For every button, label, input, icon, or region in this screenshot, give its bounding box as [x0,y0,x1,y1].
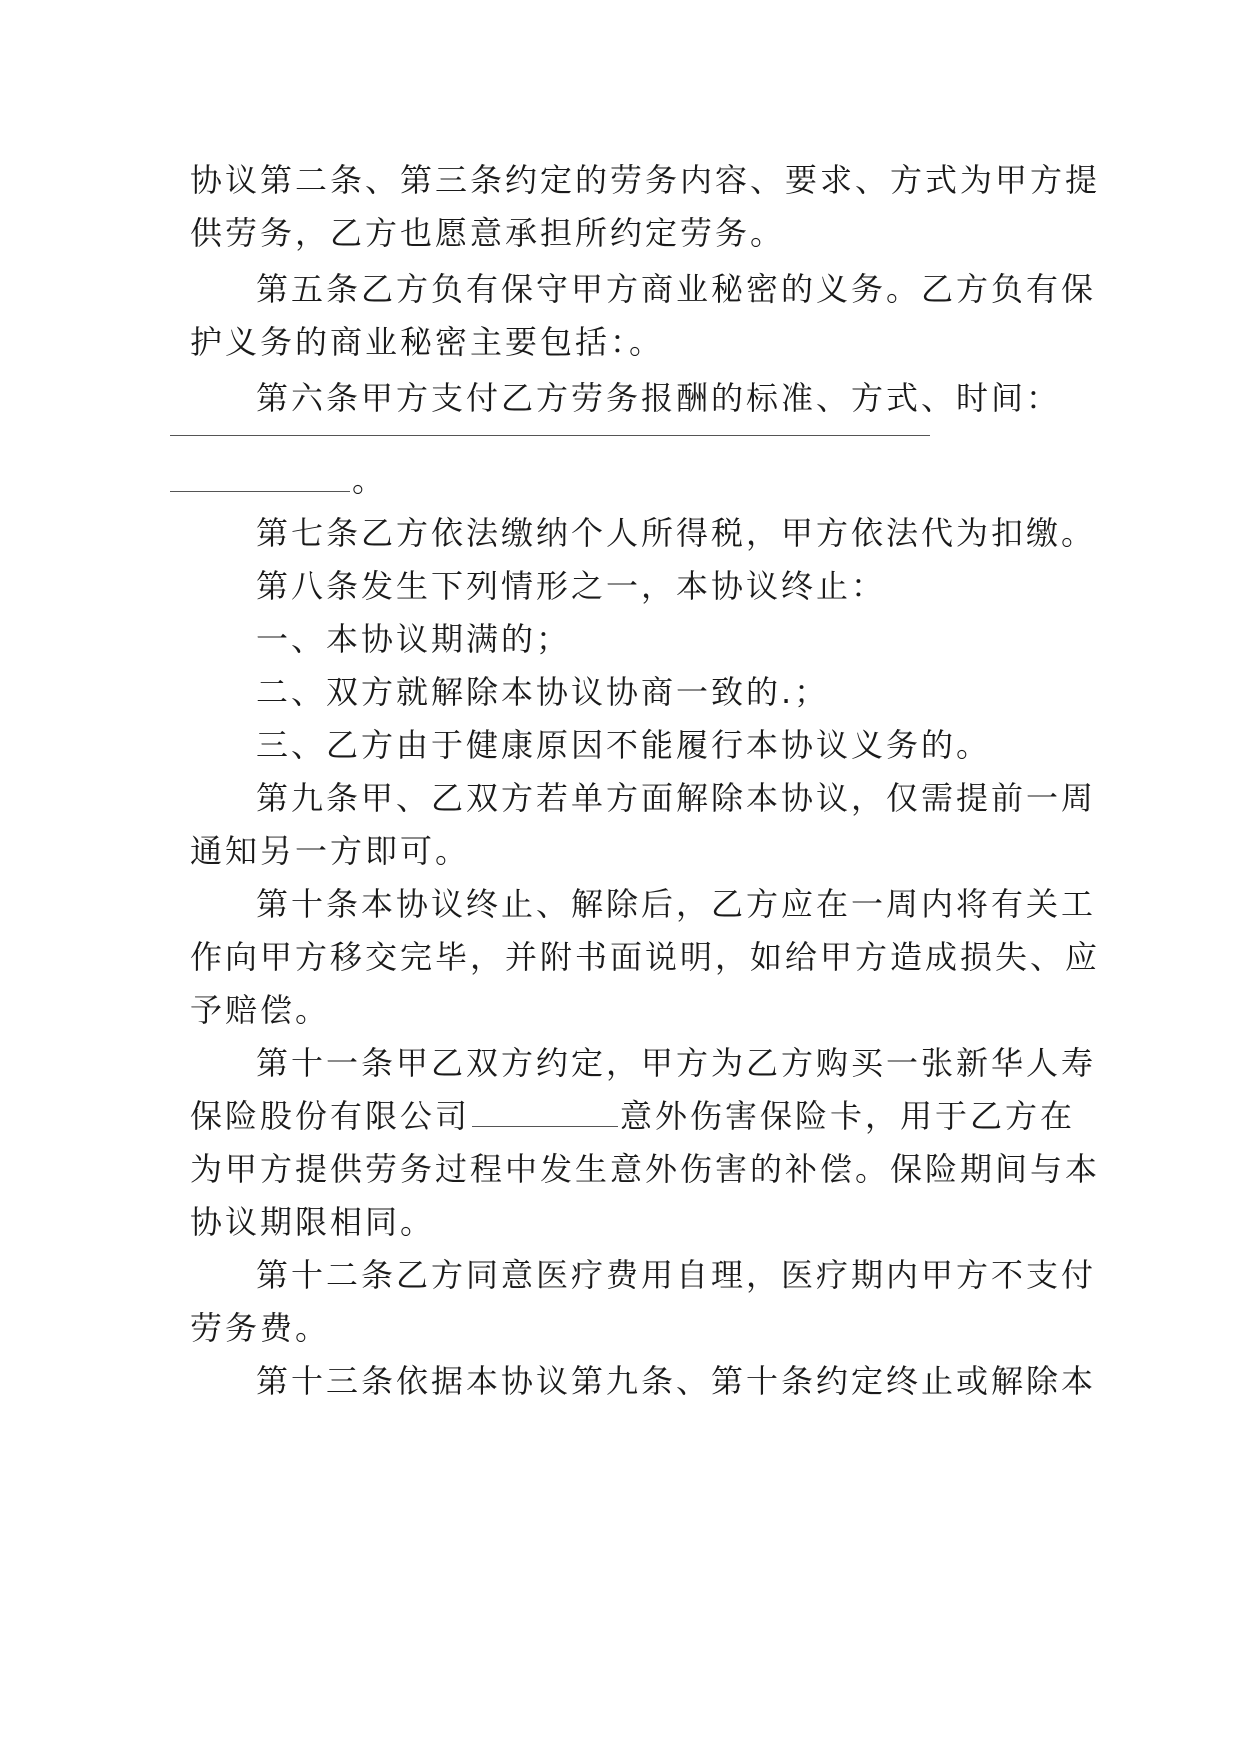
list-item: 三、乙方由于健康原因不能履行本协议义务的。 [256,726,992,764]
text-line: 护义务的商业秘密主要包括：。 [190,323,665,361]
text-line: 通知另一方即可。 [190,832,471,870]
text-line: 为甲方提供劳务过程中发生意外伤害的补偿。保险期间与本 [190,1150,1101,1188]
fill-in-blank-line [170,491,350,492]
text-line: 。 [352,461,388,499]
clause-6-line: 第六条甲方支付乙方劳务报酬的标准、方式、时间： [256,379,1062,417]
clause-11-line: 第十一条甲乙双方约定，甲方为乙方购买一张新华人寿 [256,1044,1097,1082]
clause-9-line: 第九条甲、乙双方若单方面解除本协议，仅需提前一周 [256,779,1097,817]
list-item: 二、双方就解除本协议协商一致的.； [256,673,830,711]
fill-in-blank-line [170,435,930,436]
text-segment: 意外伤害保险卡，用于乙方在 [620,1097,1076,1135]
clause-10-line: 第十条本协议终止、解除后，乙方应在一周内将有关工 [256,885,1097,923]
text-line: 劳务费。 [190,1309,331,1347]
text-segment: 保险股份有限公司 [190,1097,471,1135]
list-item: 一、本协议期满的； [256,620,572,658]
clause-11-insurance-line [190,1096,1075,1136]
clause-12-line: 第十二条乙方同意医疗费用自理，医疗期内甲方不支付 [256,1256,1097,1294]
fill-in-blank [472,1125,618,1127]
clause-13-line: 第十三条依据本协议第九条、第十条约定终止或解除本 [256,1362,1097,1400]
text-line: 供劳务，乙方也愿意承担所约定劳务。 [190,214,786,252]
text-line: 作向甲方移交完毕，并附书面说明，如给甲方造成损失、应 [190,938,1101,976]
clause-5-line: 第五条乙方负有保守甲方商业秘密的义务。乙方负有保 [256,270,1097,308]
text-line: 予赔偿。 [190,991,331,1029]
text-line: 协议期限相同。 [190,1203,436,1241]
text-line: 协议第二条、第三条约定的劳务内容、要求、方式为甲方提 [190,161,1101,199]
clause-7-line: 第七条乙方依法缴纳个人所得税，甲方依法代为扣缴。 [256,514,1097,552]
clause-8-line: 第八条发生下列情形之一，本协议终止： [256,567,887,605]
